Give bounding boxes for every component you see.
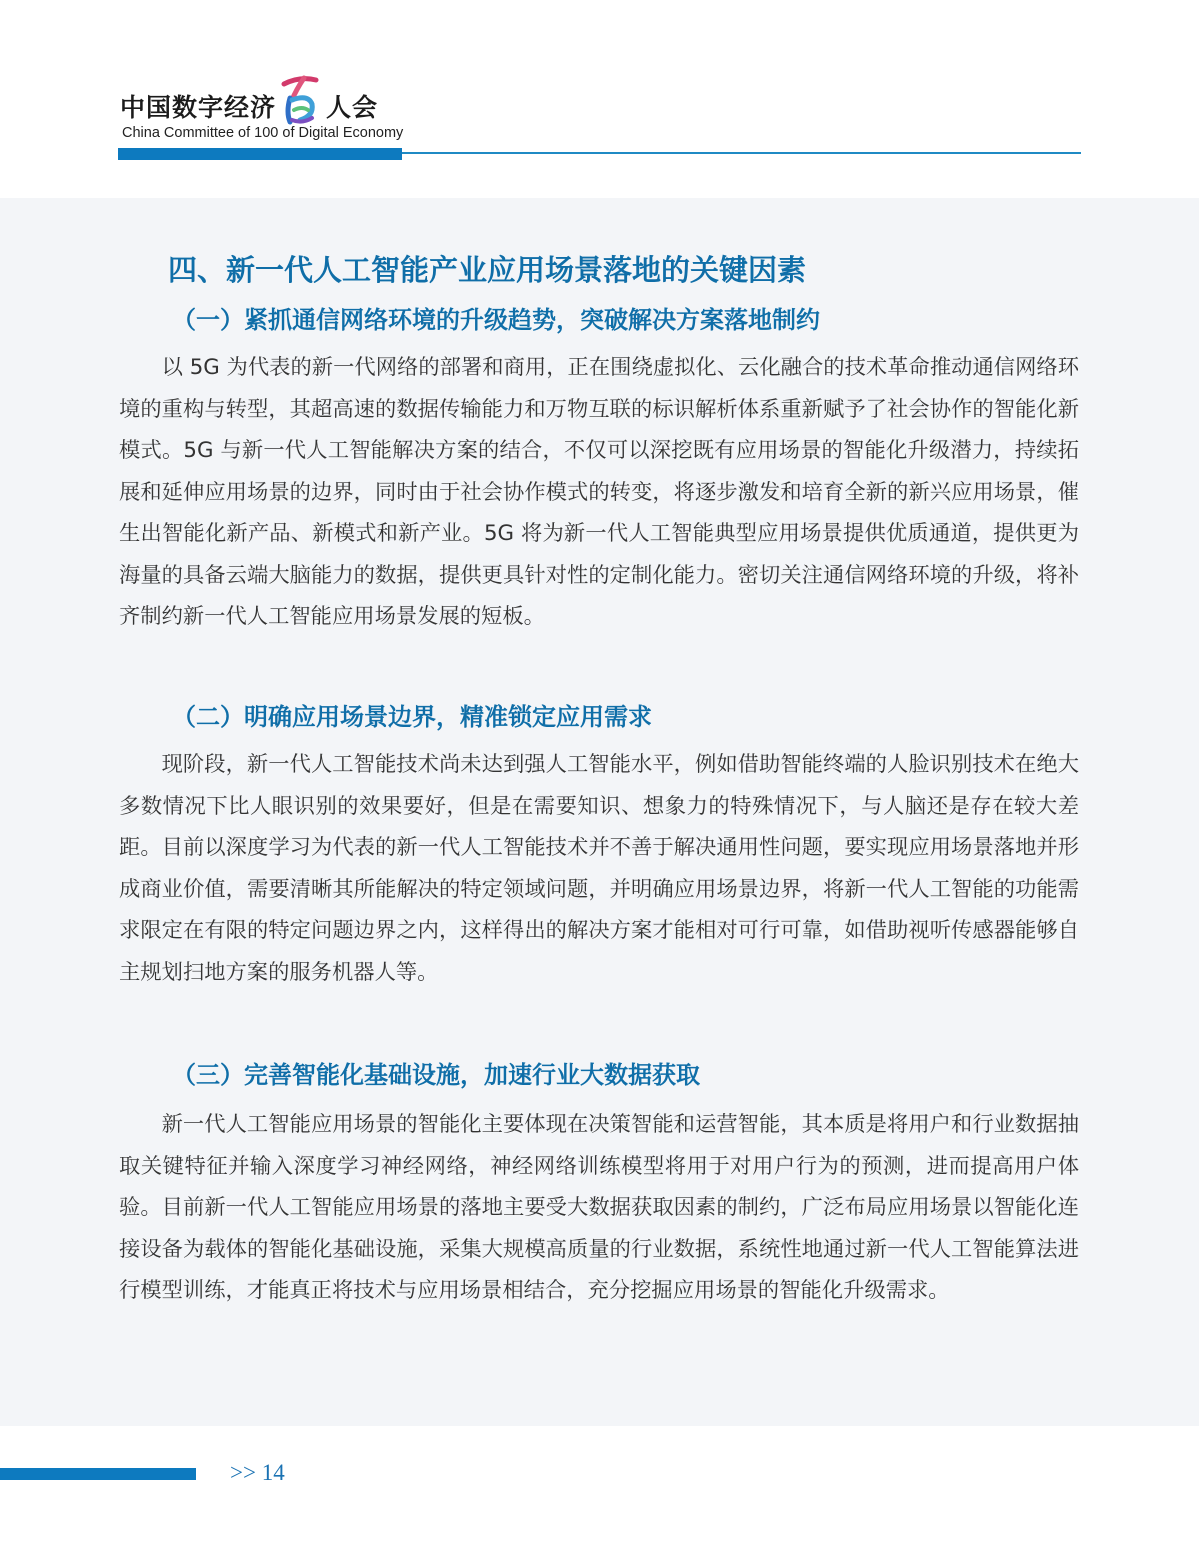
paragraph-3: 新一代人工智能应用场景的智能化主要体现在决策智能和运营智能，其本质是将用户和行业数据抽取关键特征并输入深度学习神经网络，神经网络训练模型将用于对用户行为的预测，进而提高用户体验。目前新一代人工智能应用场景的落地主要受大数据获取因素的制约，广泛布局应用场景以智能化连接设备为载体的智能化基础设施，采集大规模高质量的行业数据，系统性地通过新一代人工智能算法进行模型训练，才能真正将技术与应用场景相结合，充分挖掘应用场景的智能化升级需求。 bbox=[119, 1112, 1079, 1303]
subsection-title-3: （三）完善智能化基础设施，加速行业大数据获取 bbox=[172, 1061, 700, 1089]
paragraph-1: 以 5G 为代表的新一代网络的部署和商用，正在围绕虚拟化、云化融合的技术革命推动通信网络环境的重构与转型，其超高速的数据传输能力和万物互联的标识解析体系重新赋予了社会协作的智能化新模式。5G 与新一代人工智能解决方案的结合，不仅可以深挖既有应用场景的智能化升级潜力，持续拓展和延伸应用场景的边界，同时由于社会协作模式的转变，将逐步激发和培育全新的新兴应用场景，催生出智能化新产品、新模式和新产业。5G 将为新一代人工智能典型应用场景提供优质通道，提供更为海量的具备云端大脑能力的数据，提供更具针对性的定制化能力。密切关注通信网络环境的升级，将补齐制约新一代人工智能应用场景发展的短板。 bbox=[119, 355, 1079, 629]
hundred-logo-icon bbox=[278, 74, 324, 126]
logo-english: China Committee of 100 of Digital Economy bbox=[122, 125, 404, 141]
page-header bbox=[0, 0, 1199, 198]
logo-text-right: 人会 bbox=[326, 93, 379, 122]
page-number: >> 14 bbox=[230, 1460, 285, 1485]
paragraph-2: 现阶段，新一代人工智能技术尚未达到强人工智能水平，例如借助智能终端的人脸识别技术在绝大多数情况下比人眼识别的效果要好，但是在需要知识、想象力的特殊情况下，与人脑还是存在较大差距。目前以深度学习为代表的新一代人工智能技术并不善于解决通用性问题，要实现应用场景落地并形成商业价值，需要清晰其所能解决的特定领域问题，并明确应用场景边界，将新一代人工智能的功能需求限定在有限的特定问题边界之内，这样得出的解决方案才能相对可行可靠，如借助视听传感器能够自主规划扫地方案的服务机器人等。 bbox=[119, 752, 1079, 985]
subsection-title-2: （二）明确应用场景边界，精准锁定应用需求 bbox=[172, 703, 652, 731]
logo-chinese bbox=[120, 86, 378, 126]
footer-accent-bar bbox=[0, 1468, 196, 1480]
subsection-title-1: （一）紧抓通信网络环境的升级趋势，突破解决方案落地制约 bbox=[172, 306, 820, 334]
section-title: 四、新一代人工智能产业应用场景落地的关键因素 bbox=[168, 253, 807, 287]
header-accent-bar bbox=[118, 148, 402, 160]
logo-text-left: 中国数字经济 bbox=[120, 93, 277, 122]
